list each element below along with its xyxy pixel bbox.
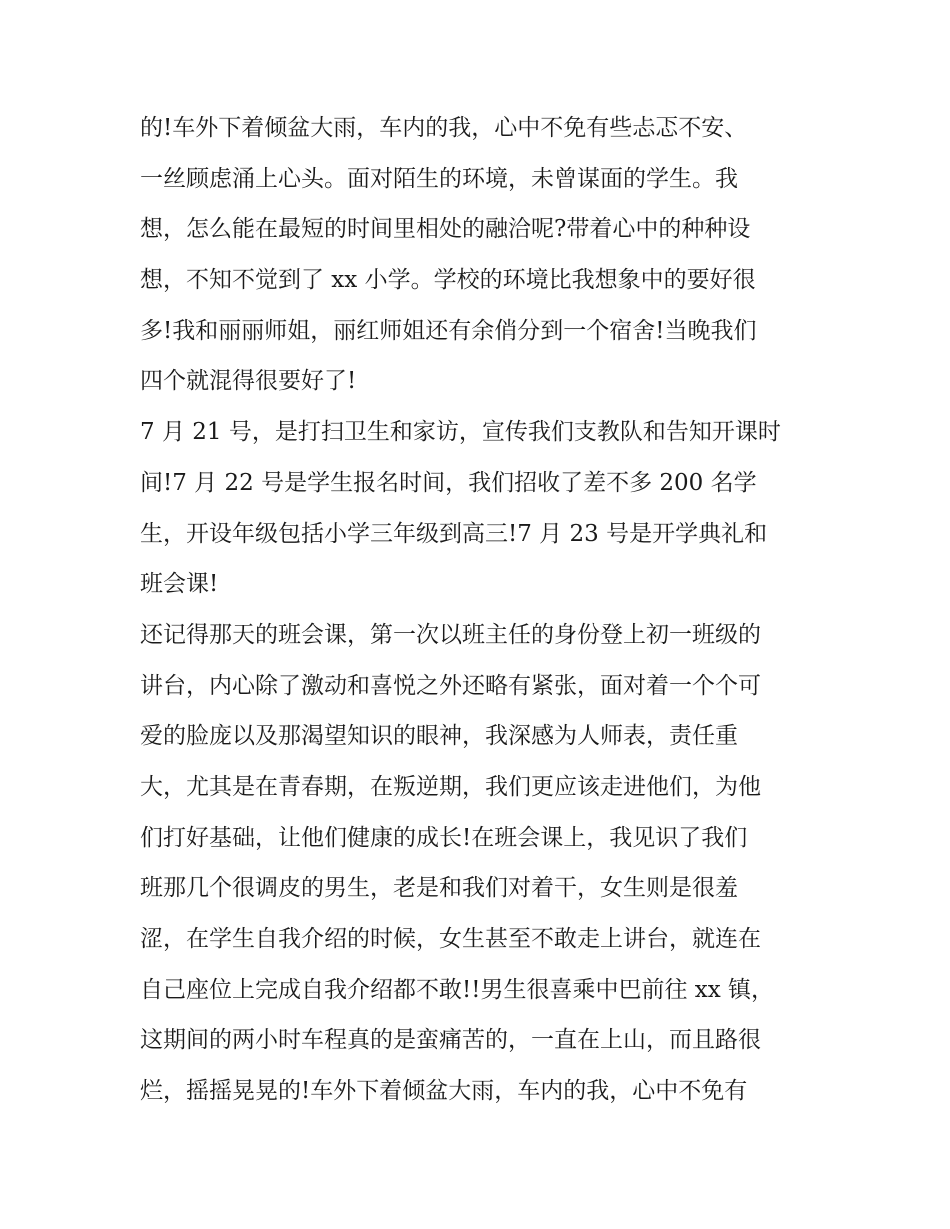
text-line: 间!7 月 22 号是学生报名时间，我们招收了差不多 200 名学: [140, 469, 757, 496]
text-line: 一丝顾虑涌上心头。面对陌生的环境，未曾谋面的学生。我: [140, 165, 738, 192]
body-text: [140, 103, 830, 1117]
text-line: 7 月 21 号，是打扫卫生和家访，宣传我们支教队和告知开课时: [140, 419, 781, 446]
text-line: 还记得那天的班会课，第一次以班主任的身份登上初一班级的: [140, 621, 761, 648]
text-line: 们打好基础，让他们健康的成长!在班会课上，我见识了我们: [140, 824, 748, 851]
text-line: 想，不知不觉到了 xx 小学。学校的环境比我想象中的要好很: [140, 267, 756, 294]
text-line: 烂，摇摇晃晃的!车外下着倾盆大雨，车内的我，心中不免有: [140, 1078, 748, 1105]
text-line: 多!我和丽丽师姐，丽红师姐还有余俏分到一个宿舍!当晚我们: [140, 317, 757, 344]
text-line: 自己座位上完成自我介绍都不敢!!男生很喜乘中巴前往 xx 镇，: [140, 976, 775, 1003]
text-line: 班会课!: [140, 571, 219, 598]
text-line: 的!车外下着倾盆大雨，车内的我，心中不免有些忐忑不安、: [140, 115, 748, 141]
text-line: 爱的脸庞以及那渴望知识的眼神，我深感为人师表，责任重: [140, 723, 738, 750]
text-line: 涩，在学生自我介绍的时候，女生甚至不敢走上讲台，就连在: [140, 926, 761, 952]
text-line: 这期间的两小时车程真的是蛮痛苦的，一直在上山，而且路很: [140, 1027, 761, 1054]
text-line: 四个就混得很要好了!: [140, 368, 357, 395]
text-line: 想，怎么能在最短的时间里相处的融洽呢?带着心中的种种设: [140, 216, 751, 243]
text-line: 班那几个很调皮的男生，老是和我们对着干，女生则是很羞: [140, 875, 738, 902]
text-line: 大，尤其是在青春期，在叛逆期，我们更应该走进他们，为他: [140, 773, 761, 800]
text-line: 讲台，内心除了激动和喜悦之外还略有紧张，面对着一个个可: [140, 672, 761, 699]
text-line: 生，开设年级包括小学三年级到高三!7 月 23 号是开学典礼和: [140, 520, 768, 547]
